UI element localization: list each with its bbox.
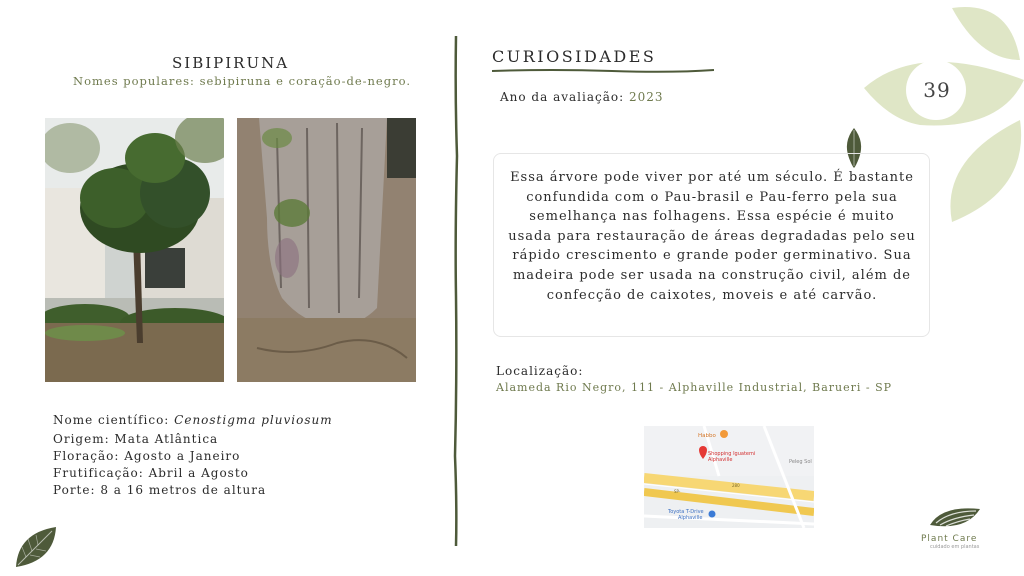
map-label-shopping: Shopping Iguatemi (708, 451, 756, 457)
curiosities-text: Essa árvore pode viver por até um século. É bastante confundida com o Pau-brasil e Pau-ferro pela sua semelhança nas folhagens. Essa espécie é muito usada para restauração de áreas degradadas pelo seu rápido crescimento e grande poder germinativo. Sua madeira pode ser usada na construção civil, além de confecção de caixotes, moveis e até carvão. (508, 170, 916, 303)
map-label-toyota: Toyota T-Drive (668, 509, 704, 515)
location-address: Alameda Rio Negro, 111 - Alphaville Industrial, Barueri - SP (496, 381, 893, 394)
vertical-divider (452, 36, 460, 546)
map-label-toyota-2: Alphaville (678, 515, 703, 521)
title-underline (492, 66, 714, 74)
plant-name-title: SIBIPIRUNA (172, 54, 290, 72)
origin-line: Origem: Mata Atlântica (53, 432, 219, 446)
trunk-photo (237, 118, 416, 382)
map-label-habbo: Habbo (698, 433, 716, 439)
plant-care-logo-icon (928, 503, 982, 533)
fruiting-line: Frutificação: Abril a Agosto (53, 466, 249, 480)
map-label-peleg: Peleg Sol (789, 459, 812, 465)
page-number: 39 (923, 78, 951, 102)
location-label: Localização: (496, 364, 584, 378)
evaluation-year (500, 90, 664, 104)
decorative-leaves-icon (860, 0, 1024, 225)
year-value: 2023 (628, 90, 664, 104)
scientific-name-label: Nome científico: (53, 413, 175, 427)
scientific-name: Cenostigma pluviosum (174, 413, 333, 427)
tree-photo (45, 118, 224, 382)
shop-marker-icon (709, 511, 716, 518)
logo-tagline: cuidado em plantas (930, 544, 980, 550)
road-code-2: 280 (732, 483, 740, 488)
size-line: Porte: 8 a 16 metros de altura (53, 483, 267, 497)
scientific-name-line (53, 412, 333, 429)
map-label-shopping-2: Alphaville (708, 457, 733, 463)
logo-name: Plant Care (921, 534, 978, 544)
curiosities-title: CURIOSIDADES (492, 47, 657, 66)
year-label: Ano da avaliação: (500, 90, 629, 104)
leaf-icon (12, 523, 60, 571)
restaurant-marker-icon (720, 430, 728, 438)
location-map[interactable] (644, 426, 814, 528)
flowering-line: Floração: Agosto a Janeiro (53, 449, 241, 463)
road-code: SP- (674, 489, 681, 494)
popular-names: Nomes populares: sebipiruna e coração-de-negro. (73, 74, 411, 88)
plant-details (53, 412, 333, 499)
